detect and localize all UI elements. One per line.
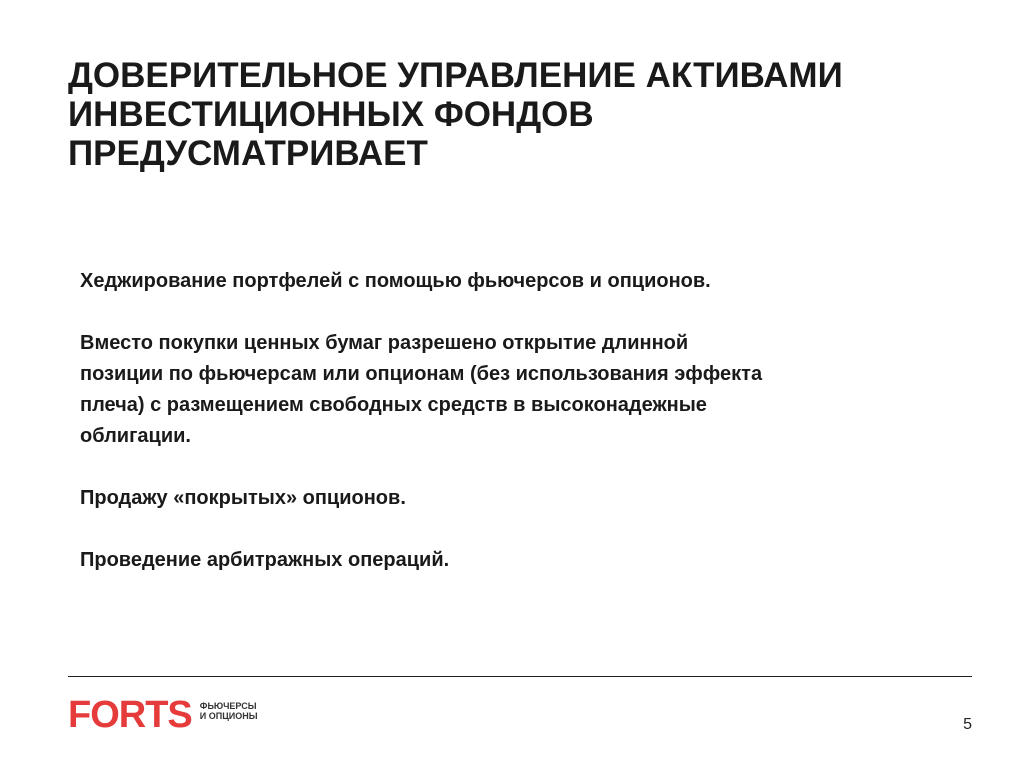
forts-logo-wordmark: FORTS [68,694,192,736]
paragraph-line: позиции по фьючерсам или опционам (без использования эффекта [80,363,763,385]
slide-body [80,266,980,607]
body-paragraph-long-position [80,328,980,452]
paragraph-line: Продажу «покрытых» опционов. [80,487,406,509]
slide-title-line: ДОВЕРИТЕЛЬНОЕ УПРАВЛЕНИЕ АКТИВАМИ [68,56,843,95]
forts-logo-subtitle-line: И ОПЦИОНЫ [199,711,258,721]
body-paragraph-arbitrage [80,545,980,576]
paragraph-line: Проведение арбитражных операций. [80,549,450,571]
body-paragraph-hedging [80,266,980,297]
slide-title-line: ИНВЕСТИЦИОННЫХ ФОНДОВ [68,95,594,134]
paragraph-line: плеча) с размещением свободных средств в высоконадежные [80,394,707,416]
paragraph-line: Вместо покупки ценных бумаг разрешено открытие длинной [80,332,689,354]
paragraph-line: облигации. [80,425,191,447]
slide-title [68,56,968,173]
page-number: 5 [963,716,972,733]
body-paragraph-covered-options [80,483,980,514]
paragraph-line: Хеджирование портфелей с помощью фьючерсов и опционов. [80,270,711,292]
footer-divider [68,676,972,677]
forts-logo-subtitle [200,701,258,721]
slide-title-line: ПРЕДУСМАТРИВАЕТ [68,134,428,173]
forts-logo [68,696,258,736]
forts-logo-subtitle-line: ФЬЮЧЕРСЫ [199,701,257,711]
